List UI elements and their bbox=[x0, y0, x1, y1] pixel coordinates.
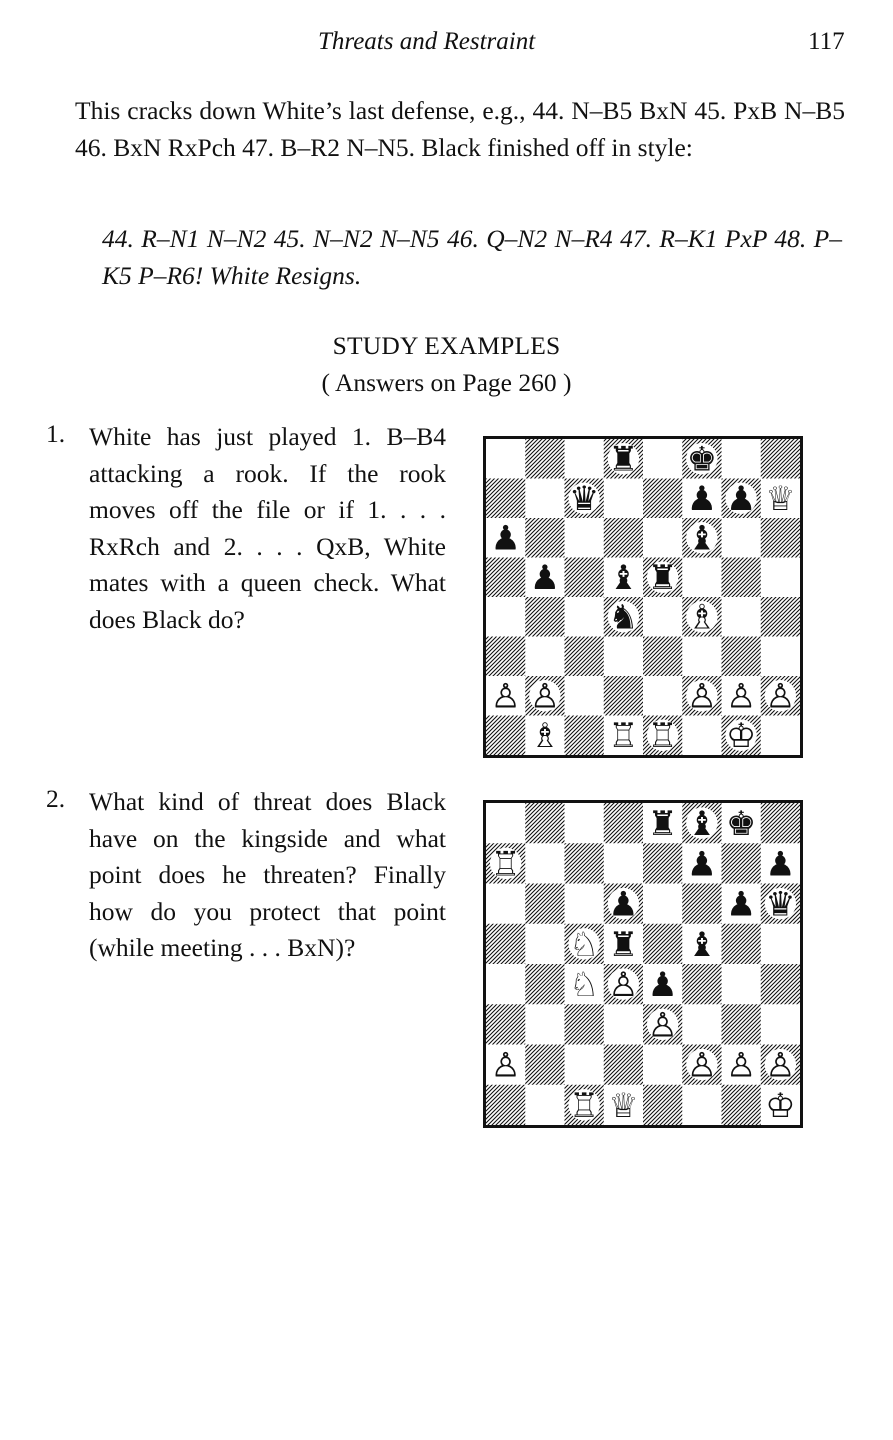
dark-square bbox=[486, 1085, 525, 1125]
dark-square bbox=[525, 884, 564, 924]
white-pawn-icon: ♙ bbox=[490, 1045, 521, 1085]
dark-square bbox=[643, 924, 682, 964]
dark-square bbox=[682, 964, 721, 1004]
white-pawn-icon: ♙ bbox=[765, 1045, 796, 1085]
black-bishop-icon: ♝ bbox=[608, 558, 639, 598]
white-rook-icon: ♖ bbox=[608, 716, 639, 755]
dark-square bbox=[643, 479, 682, 519]
dark-square bbox=[722, 637, 761, 677]
dark-square bbox=[525, 518, 564, 558]
black-rook-icon: ♜ bbox=[608, 924, 639, 964]
white-rook-icon: ♖ bbox=[568, 1085, 600, 1125]
dark-square bbox=[682, 884, 721, 924]
white-queen-icon: ♕ bbox=[765, 479, 796, 519]
page-number: 117 bbox=[808, 28, 845, 55]
dark-square bbox=[604, 803, 643, 843]
dark-square bbox=[604, 676, 643, 716]
dark-square bbox=[643, 1085, 682, 1125]
white-pawn-icon: ♙ bbox=[686, 1045, 718, 1085]
dark-square bbox=[761, 803, 800, 843]
black-knight-icon: ♞ bbox=[608, 597, 639, 637]
black-queen-icon: ♛ bbox=[765, 884, 796, 924]
black-bishop-icon: ♝ bbox=[686, 804, 718, 844]
dark-square bbox=[761, 439, 800, 479]
example-number: 2. bbox=[46, 784, 66, 813]
dark-square bbox=[486, 1004, 525, 1044]
white-pawn-icon: ♙ bbox=[647, 1005, 678, 1045]
dark-square bbox=[565, 716, 604, 756]
black-king-icon: ♚ bbox=[686, 439, 718, 479]
black-queen-icon: ♛ bbox=[568, 479, 600, 519]
dark-square bbox=[486, 924, 525, 964]
section-heading: STUDY EXAMPLES bbox=[332, 331, 561, 360]
dark-square bbox=[565, 1004, 604, 1044]
dark-square bbox=[525, 1045, 564, 1085]
black-pawn-icon: ♟ bbox=[725, 884, 757, 924]
example-question: White has just played 1. B–B4 attacking a rook. If the rook moves off the file or if 1. . . . RxRch and 2. . . . QxB, White mates with a queen check. What does Black do? bbox=[89, 422, 446, 634]
dark-square bbox=[525, 964, 564, 1004]
white-king-icon: ♔ bbox=[725, 716, 757, 755]
dark-square bbox=[486, 558, 525, 598]
dark-square bbox=[525, 439, 564, 479]
dark-square bbox=[722, 1004, 761, 1044]
white-pawn-icon: ♙ bbox=[490, 676, 521, 716]
dark-square bbox=[643, 843, 682, 883]
white-pawn-icon: ♙ bbox=[529, 676, 561, 716]
dark-square bbox=[643, 637, 682, 677]
white-pawn-icon: ♙ bbox=[725, 676, 757, 716]
white-pawn-icon: ♙ bbox=[608, 965, 639, 1005]
white-bishop-icon: ♗ bbox=[686, 597, 718, 637]
black-bishop-icon: ♝ bbox=[686, 924, 718, 964]
example-number: 1. bbox=[46, 419, 66, 448]
black-rook-icon: ♜ bbox=[608, 439, 639, 479]
black-pawn-icon: ♟ bbox=[686, 479, 718, 519]
dark-square bbox=[486, 716, 525, 756]
black-rook-icon: ♜ bbox=[647, 558, 678, 598]
white-bishop-icon: ♗ bbox=[529, 716, 561, 755]
running-title: Threats and Restraint bbox=[318, 28, 536, 55]
example-question: What kind of threat does Black have on the kingside and what point does he threaten? Finally how do you protect that point (while meeting . . . BxN)? bbox=[89, 787, 446, 963]
body-paragraph: This cracks down White’s last defense, e.g., 44. N–B5 BxN 45. PxB N–B5 46. BxN RxPch 47. B–R2 N–N5. Black finished off in style: bbox=[75, 96, 845, 162]
black-pawn-icon: ♟ bbox=[529, 558, 561, 598]
black-pawn-icon: ♟ bbox=[490, 518, 521, 558]
dark-square bbox=[761, 964, 800, 1004]
black-pawn-icon: ♟ bbox=[765, 844, 796, 884]
white-pawn-icon: ♙ bbox=[686, 676, 718, 716]
dark-square bbox=[722, 1085, 761, 1125]
white-rook-icon: ♖ bbox=[647, 716, 678, 755]
white-knight-icon: ♘ bbox=[568, 924, 600, 964]
dark-square bbox=[761, 597, 800, 637]
black-bishop-icon: ♝ bbox=[686, 518, 718, 558]
white-pawn-icon: ♙ bbox=[725, 1045, 757, 1085]
chess-board bbox=[486, 803, 800, 1125]
dark-square bbox=[525, 803, 564, 843]
dark-square bbox=[761, 518, 800, 558]
dark-square bbox=[722, 924, 761, 964]
chess-diagram-1 bbox=[483, 436, 803, 758]
dark-square bbox=[525, 597, 564, 637]
dark-square bbox=[604, 1045, 643, 1085]
black-pawn-icon: ♟ bbox=[725, 479, 757, 519]
dark-square bbox=[486, 479, 525, 519]
chess-diagram-2 bbox=[483, 800, 803, 1128]
dark-square bbox=[565, 558, 604, 598]
black-pawn-icon: ♟ bbox=[608, 884, 639, 924]
dark-square bbox=[722, 558, 761, 598]
black-rook-icon: ♜ bbox=[647, 804, 678, 844]
white-rook-icon: ♖ bbox=[490, 844, 521, 884]
section-subheading: ( Answers on Page 260 ) bbox=[321, 368, 572, 397]
dark-square bbox=[486, 637, 525, 677]
black-king-icon: ♚ bbox=[725, 804, 757, 844]
dark-square bbox=[565, 843, 604, 883]
white-knight-icon: ♘ bbox=[568, 965, 600, 1005]
white-king-icon: ♔ bbox=[765, 1085, 796, 1125]
black-pawn-icon: ♟ bbox=[686, 844, 718, 884]
dark-square bbox=[604, 518, 643, 558]
dark-square bbox=[565, 637, 604, 677]
chess-board bbox=[486, 439, 800, 755]
white-queen-icon: ♕ bbox=[608, 1085, 639, 1125]
dark-square bbox=[722, 843, 761, 883]
game-moves: 44. R–N1 N–N2 45. N–N2 N–N5 46. Q–N2 N–R4 47. R–K1 PxP 48. P–K5 P–R6! White Resigns. bbox=[102, 224, 842, 290]
white-pawn-icon: ♙ bbox=[765, 676, 796, 716]
black-pawn-icon: ♟ bbox=[647, 965, 678, 1005]
